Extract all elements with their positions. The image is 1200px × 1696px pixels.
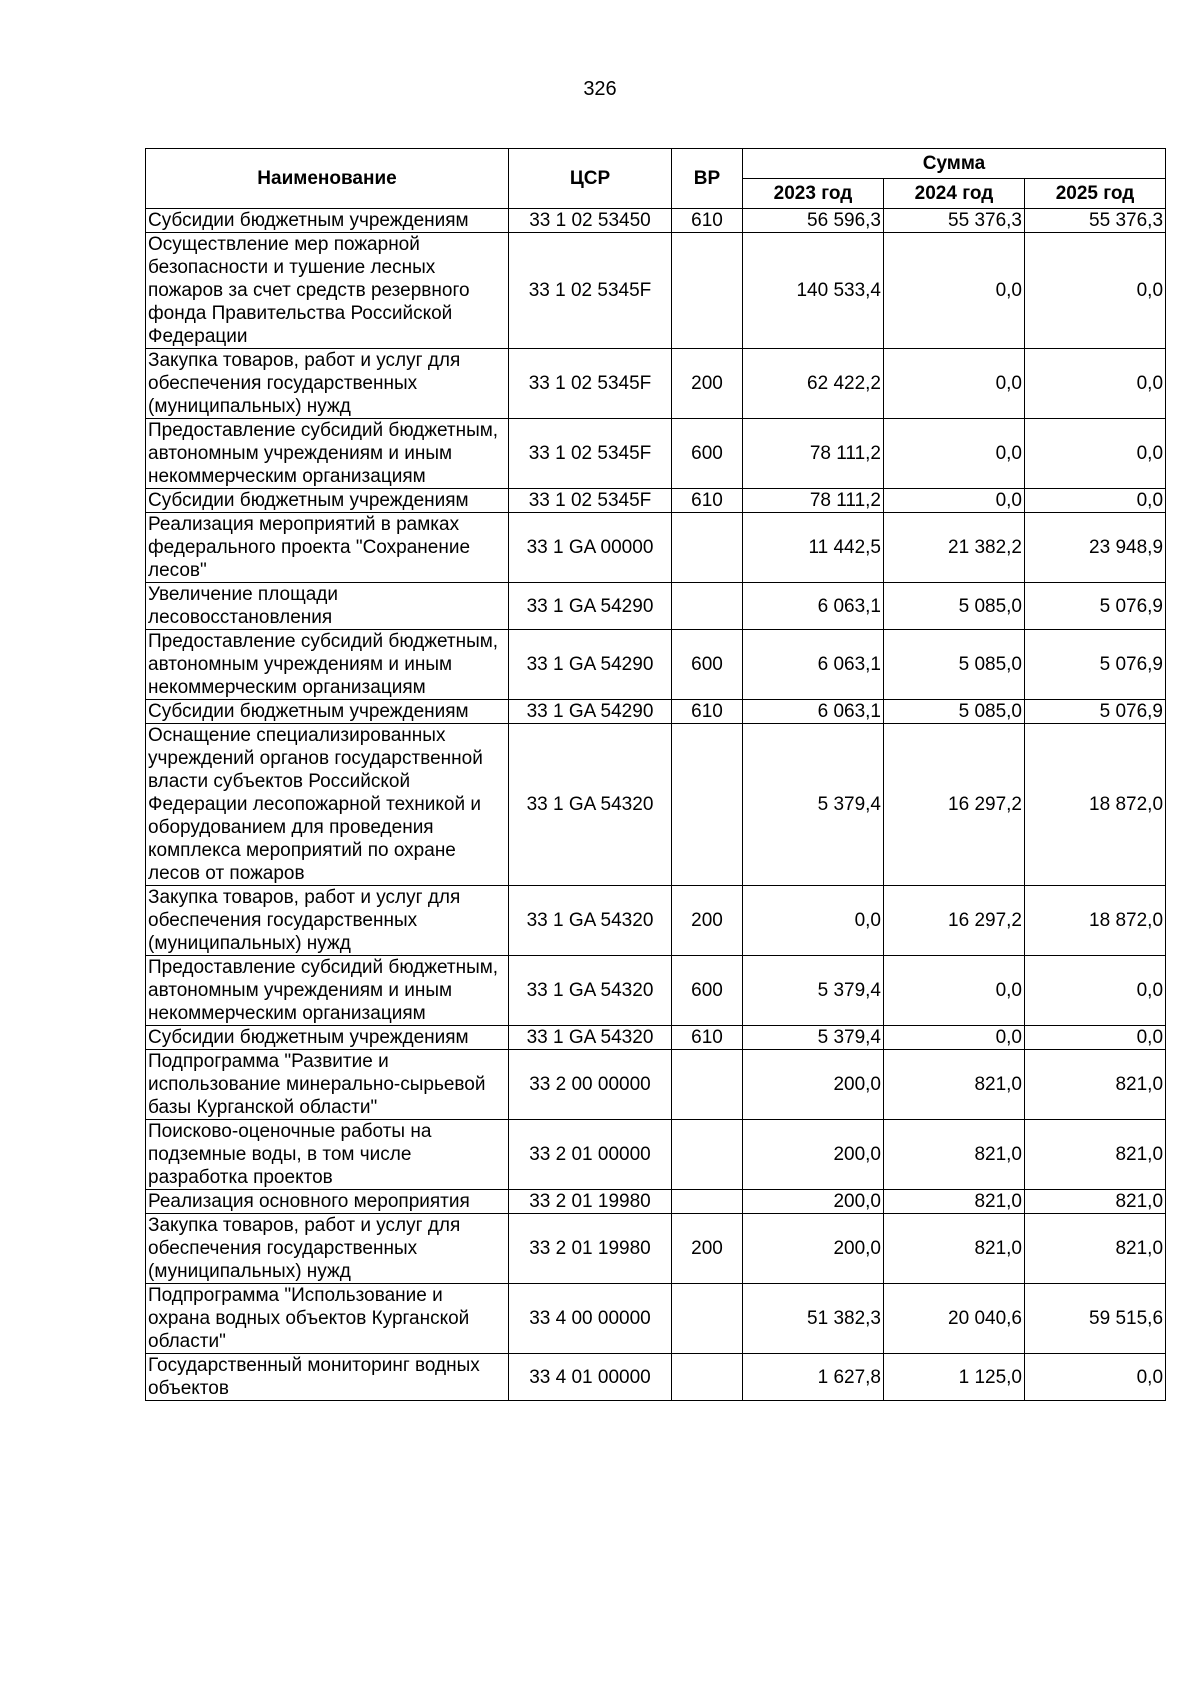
- header-year-2023: 2023 год: [743, 179, 884, 209]
- row-amount-2024: 821,0: [884, 1120, 1025, 1190]
- table-row: [146, 886, 1166, 956]
- row-name: Субсидии бюджетным учреждениям: [146, 489, 509, 513]
- row-amount-2023: 5 379,4: [743, 956, 884, 1026]
- header-csr: ЦСР: [509, 149, 672, 209]
- row-amount-2024: 821,0: [884, 1214, 1025, 1284]
- row-csr: 33 1 GA 54320: [509, 956, 672, 1026]
- row-amount-2024: 821,0: [884, 1190, 1025, 1214]
- row-amount-2025: 5 076,9: [1025, 583, 1166, 630]
- table-row: [146, 489, 1166, 513]
- row-csr: 33 1 02 5345F: [509, 349, 672, 419]
- row-amount-2023: 140 533,4: [743, 233, 884, 349]
- row-vr: 200: [672, 886, 743, 956]
- row-vr: 610: [672, 209, 743, 233]
- row-amount-2023: 6 063,1: [743, 583, 884, 630]
- row-csr: 33 1 GA 54320: [509, 1026, 672, 1050]
- row-amount-2024: 21 382,2: [884, 513, 1025, 583]
- row-amount-2023: 6 063,1: [743, 630, 884, 700]
- row-name: Оснащение специализированных учреждений органов государственной власти субъектов Российской Федерации лесопожарной техникой и оборудованием для проведения комплекса мероприятий по охране лесов от пожаров: [146, 724, 509, 886]
- row-name: Подпрограмма "Использование и охрана водных объектов Курганской области": [146, 1284, 509, 1354]
- table-row: [146, 1214, 1166, 1284]
- row-name: Субсидии бюджетным учреждениям: [146, 700, 509, 724]
- table-row: [146, 1050, 1166, 1120]
- row-vr: [672, 513, 743, 583]
- row-amount-2025: 5 076,9: [1025, 700, 1166, 724]
- row-vr: [672, 233, 743, 349]
- row-vr: [672, 1284, 743, 1354]
- row-csr: 33 1 GA 54290: [509, 700, 672, 724]
- row-amount-2023: 78 111,2: [743, 419, 884, 489]
- row-vr: [672, 1190, 743, 1214]
- row-name: Субсидии бюджетным учреждениям: [146, 209, 509, 233]
- row-amount-2024: 5 085,0: [884, 583, 1025, 630]
- row-amount-2024: 16 297,2: [884, 886, 1025, 956]
- row-csr: 33 2 01 19980: [509, 1190, 672, 1214]
- row-name: Предоставление субсидий бюджетным, автономным учреждениям и иным некоммерческим организациям: [146, 419, 509, 489]
- row-name: Закупка товаров, работ и услуг для обеспечения государственных (муниципальных) нужд: [146, 1214, 509, 1284]
- table-row: [146, 1284, 1166, 1354]
- row-csr: 33 1 GA 00000: [509, 513, 672, 583]
- header-year-2024: 2024 год: [884, 179, 1025, 209]
- header-vr: ВР: [672, 149, 743, 209]
- row-amount-2024: 0,0: [884, 233, 1025, 349]
- table-row: [146, 1120, 1166, 1190]
- row-amount-2023: 78 111,2: [743, 489, 884, 513]
- row-amount-2025: 0,0: [1025, 349, 1166, 419]
- row-csr: 33 4 00 00000: [509, 1284, 672, 1354]
- table-row: [146, 1026, 1166, 1050]
- table-row: [146, 349, 1166, 419]
- header-name: Наименование: [146, 149, 509, 209]
- row-vr: [672, 1050, 743, 1120]
- row-amount-2025: 0,0: [1025, 489, 1166, 513]
- row-amount-2024: 821,0: [884, 1050, 1025, 1120]
- row-name: Государственный мониторинг водных объектов: [146, 1354, 509, 1401]
- table-row: [146, 513, 1166, 583]
- table-body: [146, 209, 1166, 1401]
- row-name: Субсидии бюджетным учреждениям: [146, 1026, 509, 1050]
- row-name: Реализация основного мероприятия: [146, 1190, 509, 1214]
- row-amount-2025: 18 872,0: [1025, 724, 1166, 886]
- row-vr: 610: [672, 700, 743, 724]
- table-row: [146, 700, 1166, 724]
- row-csr: 33 1 GA 54290: [509, 583, 672, 630]
- row-amount-2023: 62 422,2: [743, 349, 884, 419]
- row-name: Предоставление субсидий бюджетным, автономным учреждениям и иным некоммерческим организациям: [146, 630, 509, 700]
- row-csr: 33 2 01 00000: [509, 1120, 672, 1190]
- row-amount-2025: 5 076,9: [1025, 630, 1166, 700]
- header-year-2025: 2025 год: [1025, 179, 1166, 209]
- row-amount-2024: 16 297,2: [884, 724, 1025, 886]
- row-amount-2025: 0,0: [1025, 419, 1166, 489]
- header-sum: Сумма: [743, 149, 1166, 179]
- row-amount-2025: 55 376,3: [1025, 209, 1166, 233]
- row-amount-2024: 1 125,0: [884, 1354, 1025, 1401]
- row-csr: 33 2 01 19980: [509, 1214, 672, 1284]
- table-row: [146, 630, 1166, 700]
- row-amount-2023: 6 063,1: [743, 700, 884, 724]
- row-amount-2024: 0,0: [884, 956, 1025, 1026]
- table-row: [146, 583, 1166, 630]
- row-csr: 33 2 00 00000: [509, 1050, 672, 1120]
- row-name: Предоставление субсидий бюджетным, автономным учреждениям и иным некоммерческим организациям: [146, 956, 509, 1026]
- row-vr: 200: [672, 349, 743, 419]
- row-vr: 600: [672, 630, 743, 700]
- table-row: [146, 1354, 1166, 1401]
- row-amount-2023: 5 379,4: [743, 1026, 884, 1050]
- row-amount-2025: 59 515,6: [1025, 1284, 1166, 1354]
- table-row: [146, 724, 1166, 886]
- row-csr: 33 4 01 00000: [509, 1354, 672, 1401]
- row-amount-2025: 23 948,9: [1025, 513, 1166, 583]
- row-name: Поисково-оценочные работы на подземные воды, в том числе разработка проектов: [146, 1120, 509, 1190]
- row-amount-2024: 5 085,0: [884, 700, 1025, 724]
- row-amount-2025: 0,0: [1025, 1026, 1166, 1050]
- row-amount-2023: 51 382,3: [743, 1284, 884, 1354]
- row-amount-2023: 200,0: [743, 1214, 884, 1284]
- page-number: 326: [583, 78, 617, 100]
- row-amount-2025: 18 872,0: [1025, 886, 1166, 956]
- row-amount-2024: 0,0: [884, 489, 1025, 513]
- row-vr: 610: [672, 1026, 743, 1050]
- row-amount-2023: 200,0: [743, 1190, 884, 1214]
- row-vr: 200: [672, 1214, 743, 1284]
- table-row: [146, 233, 1166, 349]
- row-name: Подпрограмма "Развитие и использование минерально-сырьевой базы Курганской области": [146, 1050, 509, 1120]
- row-name: Реализация мероприятий в рамках федерального проекта "Сохранение лесов": [146, 513, 509, 583]
- row-amount-2024: 0,0: [884, 419, 1025, 489]
- row-amount-2023: 200,0: [743, 1050, 884, 1120]
- row-amount-2023: 5 379,4: [743, 724, 884, 886]
- row-amount-2025: 821,0: [1025, 1050, 1166, 1120]
- row-amount-2024: 5 085,0: [884, 630, 1025, 700]
- row-amount-2023: 200,0: [743, 1120, 884, 1190]
- row-amount-2025: 0,0: [1025, 233, 1166, 349]
- row-amount-2025: 0,0: [1025, 1354, 1166, 1401]
- row-name: Осуществление мер пожарной безопасности и тушение лесных пожаров за счет средств резервного фонда Правительства Российской Федерации: [146, 233, 509, 349]
- table-row: [146, 1190, 1166, 1214]
- row-amount-2023: 0,0: [743, 886, 884, 956]
- table-header: [146, 149, 1166, 209]
- table-row: [146, 956, 1166, 1026]
- row-csr: 33 1 02 5345F: [509, 233, 672, 349]
- row-amount-2025: 821,0: [1025, 1214, 1166, 1284]
- row-vr: 600: [672, 956, 743, 1026]
- row-csr: 33 1 02 53450: [509, 209, 672, 233]
- row-amount-2025: 821,0: [1025, 1120, 1166, 1190]
- row-amount-2023: 11 442,5: [743, 513, 884, 583]
- row-csr: 33 1 GA 54320: [509, 724, 672, 886]
- row-amount-2023: 56 596,3: [743, 209, 884, 233]
- row-name: Увеличение площади лесовосстановления: [146, 583, 509, 630]
- row-vr: 610: [672, 489, 743, 513]
- row-amount-2024: 55 376,3: [884, 209, 1025, 233]
- row-amount-2025: 821,0: [1025, 1190, 1166, 1214]
- row-amount-2023: 1 627,8: [743, 1354, 884, 1401]
- table-row: [146, 419, 1166, 489]
- row-csr: 33 1 GA 54290: [509, 630, 672, 700]
- table-row: [146, 209, 1166, 233]
- row-vr: 600: [672, 419, 743, 489]
- budget-table: [145, 148, 1166, 1401]
- row-amount-2024: 20 040,6: [884, 1284, 1025, 1354]
- row-vr: [672, 1354, 743, 1401]
- row-amount-2024: 0,0: [884, 349, 1025, 419]
- row-vr: [672, 724, 743, 886]
- row-amount-2024: 0,0: [884, 1026, 1025, 1050]
- row-name: Закупка товаров, работ и услуг для обеспечения государственных (муниципальных) нужд: [146, 349, 509, 419]
- row-vr: [672, 1120, 743, 1190]
- row-csr: 33 1 02 5345F: [509, 419, 672, 489]
- row-vr: [672, 583, 743, 630]
- row-csr: 33 1 GA 54320: [509, 886, 672, 956]
- row-csr: 33 1 02 5345F: [509, 489, 672, 513]
- row-amount-2025: 0,0: [1025, 956, 1166, 1026]
- row-name: Закупка товаров, работ и услуг для обеспечения государственных (муниципальных) нужд: [146, 886, 509, 956]
